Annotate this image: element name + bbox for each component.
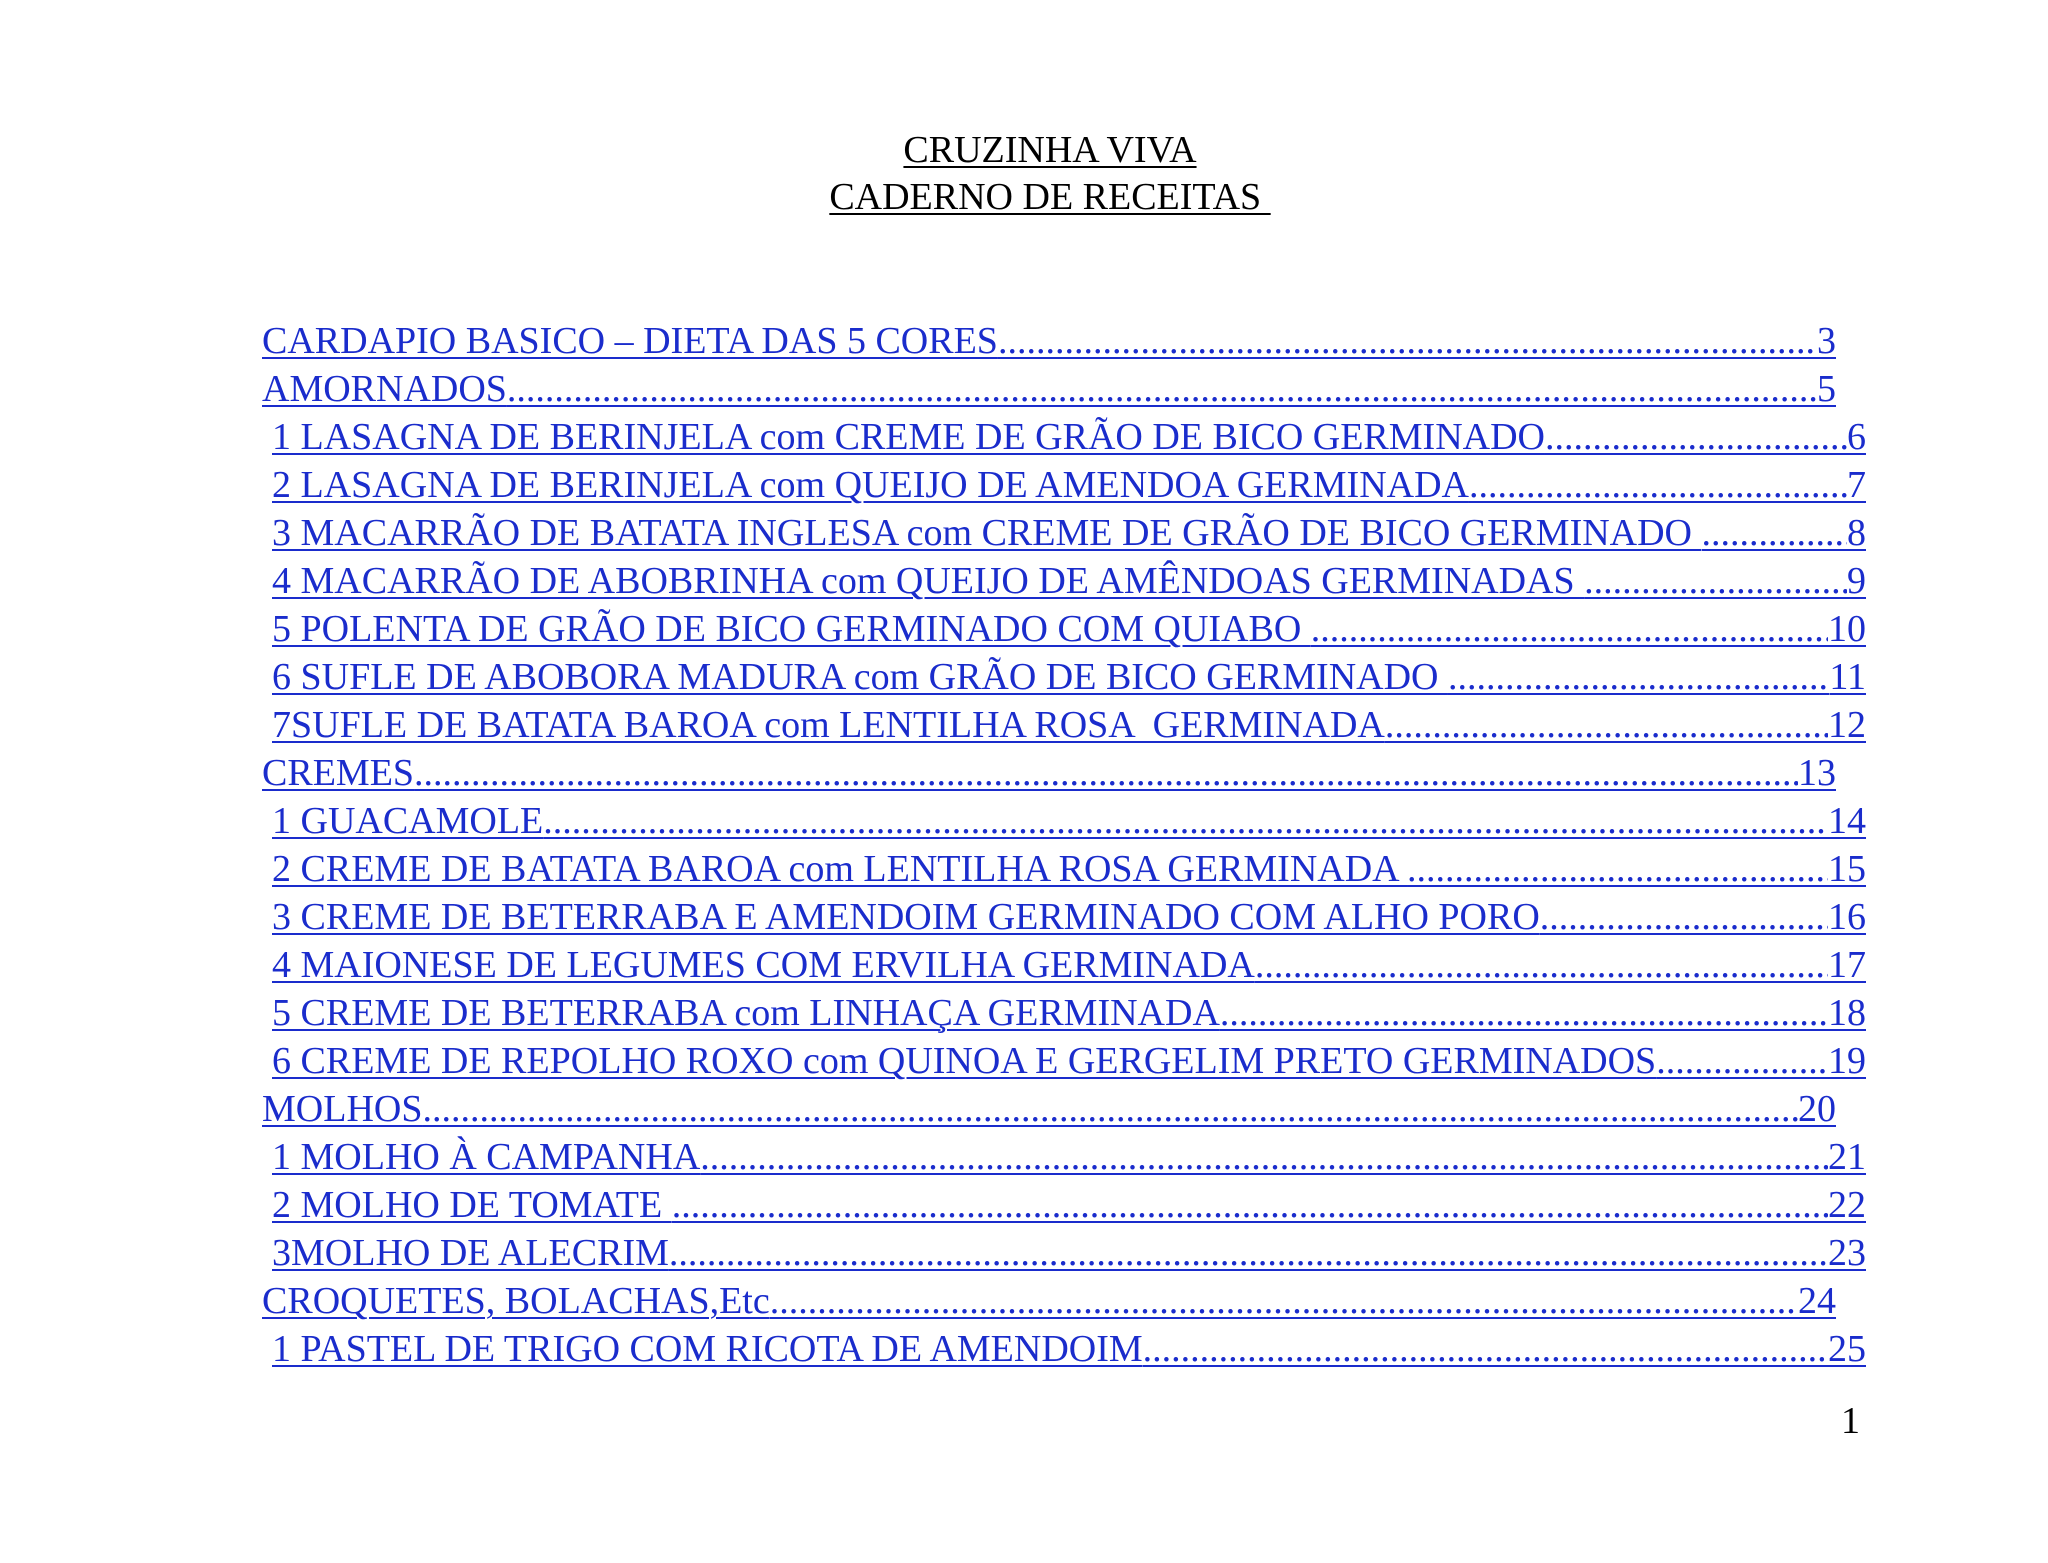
- toc-entry-row: [272, 989, 1866, 1037]
- toc-entry-row: [272, 1229, 1866, 1277]
- toc-entry-label: 2 CREME DE BATATA BAROA com LENTILHA ROSA GERMINADA: [272, 848, 1408, 890]
- toc-recipe-link[interactable]: [262, 941, 1866, 989]
- toc-dot-leader: [507, 365, 1817, 413]
- toc-dot-leader: [1540, 893, 1828, 941]
- toc-recipe-link[interactable]: [262, 701, 1866, 749]
- toc-recipe-link[interactable]: [262, 1229, 1866, 1277]
- toc-recipe-link[interactable]: [262, 1037, 1866, 1085]
- toc-dot-leader: [1584, 557, 1847, 605]
- toc-page-number: 18: [1828, 992, 1866, 1034]
- toc-entry-row: [272, 1325, 1866, 1373]
- toc-entry-row: [272, 1181, 1866, 1229]
- toc-entry-label: 3MOLHO DE ALECRIM: [272, 1232, 669, 1274]
- toc-dot-leader: [1656, 1037, 1828, 1085]
- toc-entry-label: 3 MACARRÃO DE BATATA INGLESA com CREME DE GRÃO DE BICO GERMINADO: [272, 512, 1702, 554]
- toc-page-number: 6: [1847, 416, 1866, 458]
- toc-section-link[interactable]: [262, 317, 1836, 365]
- toc-recipe-link[interactable]: [262, 1325, 1866, 1373]
- toc-page-number: 13: [1798, 752, 1836, 794]
- toc-page-number: 12: [1828, 704, 1866, 746]
- document-subtitle: CADERNO DE RECEITAS: [829, 176, 1271, 218]
- toc-entry-row: [272, 509, 1866, 557]
- toc-page-number: 24: [1798, 1280, 1836, 1322]
- toc-recipe-link[interactable]: [262, 1181, 1866, 1229]
- toc-page-number: 23: [1828, 1232, 1866, 1274]
- toc-page-number: 7: [1847, 464, 1866, 506]
- toc-entry-row: [262, 1277, 1836, 1325]
- toc-dot-leader: [422, 1085, 1798, 1133]
- toc-entry-label: 6 SUFLE DE ABOBORA MADURA com GRÃO DE BICO GERMINADO: [272, 656, 1448, 698]
- toc-dot-leader: [1469, 461, 1847, 509]
- toc-dot-leader: [1220, 989, 1828, 1037]
- toc-entry-label: 1 GUACAMOLE: [272, 800, 544, 842]
- toc-section-link[interactable]: [262, 365, 1836, 413]
- toc-recipe-link[interactable]: [262, 461, 1866, 509]
- toc-entry-row: [272, 701, 1866, 749]
- toc-dot-leader: [1143, 1325, 1828, 1373]
- toc-dot-leader: [1407, 845, 1828, 893]
- toc-recipe-link[interactable]: [262, 557, 1866, 605]
- toc-entry-row: [272, 1037, 1866, 1085]
- toc-dot-leader: [1385, 701, 1828, 749]
- toc-page-number: 20: [1798, 1088, 1836, 1130]
- toc-entry-label: 1 LASAGNA DE BERINJELA com CREME DE GRÃO DE BICO GERMINADO: [272, 416, 1545, 458]
- toc-entry-label: 3 CREME DE BETERRABA E AMENDOIM GERMINADO COM ALHO PORO: [272, 896, 1540, 938]
- toc-entry-label: 1 MOLHO À CAMPANHA: [272, 1136, 701, 1178]
- toc-entry-row: [272, 893, 1866, 941]
- toc-recipe-link[interactable]: [262, 989, 1866, 1037]
- toc-recipe-link[interactable]: [262, 845, 1866, 893]
- toc-page-number: 9: [1847, 560, 1866, 602]
- toc-dot-leader: [669, 1229, 1828, 1277]
- toc-entry-label: 2 MOLHO DE TOMATE: [272, 1184, 672, 1226]
- toc-entry-row: [272, 653, 1866, 701]
- toc-page-number: 10: [1828, 608, 1866, 650]
- toc-dot-leader: [998, 317, 1817, 365]
- toc-entry-label: 6 CREME DE REPOLHO ROXO com QUINOA E GERGELIM PRETO GERMINADOS: [272, 1040, 1657, 1082]
- toc-page-number: 16: [1828, 896, 1866, 938]
- toc-page-number: 21: [1828, 1136, 1866, 1178]
- toc-page-number: 11: [1829, 656, 1866, 698]
- toc-dot-leader: [1702, 509, 1848, 557]
- toc-recipe-link[interactable]: [262, 605, 1866, 653]
- toc-recipe-link[interactable]: [262, 1133, 1866, 1181]
- table-of-contents: [262, 317, 1866, 1373]
- toc-dot-leader: [1311, 605, 1828, 653]
- toc-entry-row: [262, 1085, 1836, 1133]
- toc-page-number: 14: [1828, 800, 1866, 842]
- toc-entry-row: [272, 797, 1866, 845]
- toc-page-number: 15: [1828, 848, 1866, 890]
- toc-entry-label: 5 POLENTA DE GRÃO DE BICO GERMINADO COM QUIABO: [272, 608, 1311, 650]
- toc-entry-label: AMORNADOS: [262, 368, 507, 410]
- toc-page-number: 17: [1828, 944, 1866, 986]
- toc-dot-leader: [414, 749, 1798, 797]
- toc-page-number: 25: [1828, 1328, 1866, 1370]
- toc-dot-leader: [1255, 941, 1828, 989]
- toc-section-link[interactable]: [262, 1085, 1836, 1133]
- toc-dot-leader: [770, 1277, 1798, 1325]
- toc-section-link[interactable]: [262, 1277, 1836, 1325]
- toc-entry-row: [272, 941, 1866, 989]
- toc-recipe-link[interactable]: [262, 893, 1866, 941]
- toc-entry-label: CREMES: [262, 752, 415, 794]
- toc-dot-leader: [672, 1181, 1828, 1229]
- toc-entry-row: [262, 317, 1836, 365]
- toc-entry-row: [262, 365, 1836, 413]
- page-number: 1: [1841, 1400, 1860, 1442]
- toc-entry-label: 5 CREME DE BETERRABA com LINHAÇA GERMINADA: [272, 992, 1220, 1034]
- document-title: CRUZINHA VIVA: [903, 129, 1197, 171]
- toc-entry-label: MOLHOS: [262, 1088, 423, 1130]
- toc-entry-row: [272, 1133, 1866, 1181]
- toc-entry-label: 2 LASAGNA DE BERINJELA com QUEIJO DE AMENDOA GERMINADA: [272, 464, 1469, 506]
- toc-entry-row: [272, 461, 1866, 509]
- toc-page-number: 3: [1817, 320, 1836, 362]
- toc-entry-row: [272, 845, 1866, 893]
- toc-dot-leader: [1545, 413, 1847, 461]
- toc-entry-label: 4 MACARRÃO DE ABOBRINHA com QUEIJO DE AMÊNDOAS GERMINADAS: [272, 560, 1585, 602]
- toc-recipe-link[interactable]: [262, 797, 1866, 845]
- toc-entry-label: 4 MAIONESE DE LEGUMES COM ERVILHA GERMINADA: [272, 944, 1255, 986]
- toc-entry-row: [272, 413, 1866, 461]
- toc-entry-row: [272, 557, 1866, 605]
- toc-entry-label: 7SUFLE DE BATATA BAROA com LENTILHA ROSA GERMINADA: [272, 704, 1385, 746]
- toc-page-number: 19: [1828, 1040, 1866, 1082]
- toc-entry-row: [272, 605, 1866, 653]
- toc-recipe-link[interactable]: [262, 653, 1866, 701]
- toc-recipe-link[interactable]: [262, 509, 1866, 557]
- toc-section-link[interactable]: [262, 749, 1836, 797]
- toc-dot-leader: [543, 797, 1828, 845]
- toc-dot-leader: [700, 1133, 1828, 1181]
- toc-page-number: 5: [1817, 368, 1836, 410]
- toc-entry-label: CARDAPIO BASICO – DIETA DAS 5 CORES: [262, 320, 998, 362]
- toc-entry-label: CROQUETES, BOLACHAS,Etc: [262, 1280, 770, 1322]
- toc-dot-leader: [1448, 653, 1829, 701]
- toc-page-number: 22: [1828, 1184, 1866, 1226]
- toc-recipe-link[interactable]: [262, 413, 1866, 461]
- toc-entry-label: 1 PASTEL DE TRIGO COM RICOTA DE AMENDOIM: [272, 1328, 1143, 1370]
- toc-page-number: 8: [1847, 512, 1866, 554]
- toc-entry-row: [262, 749, 1836, 797]
